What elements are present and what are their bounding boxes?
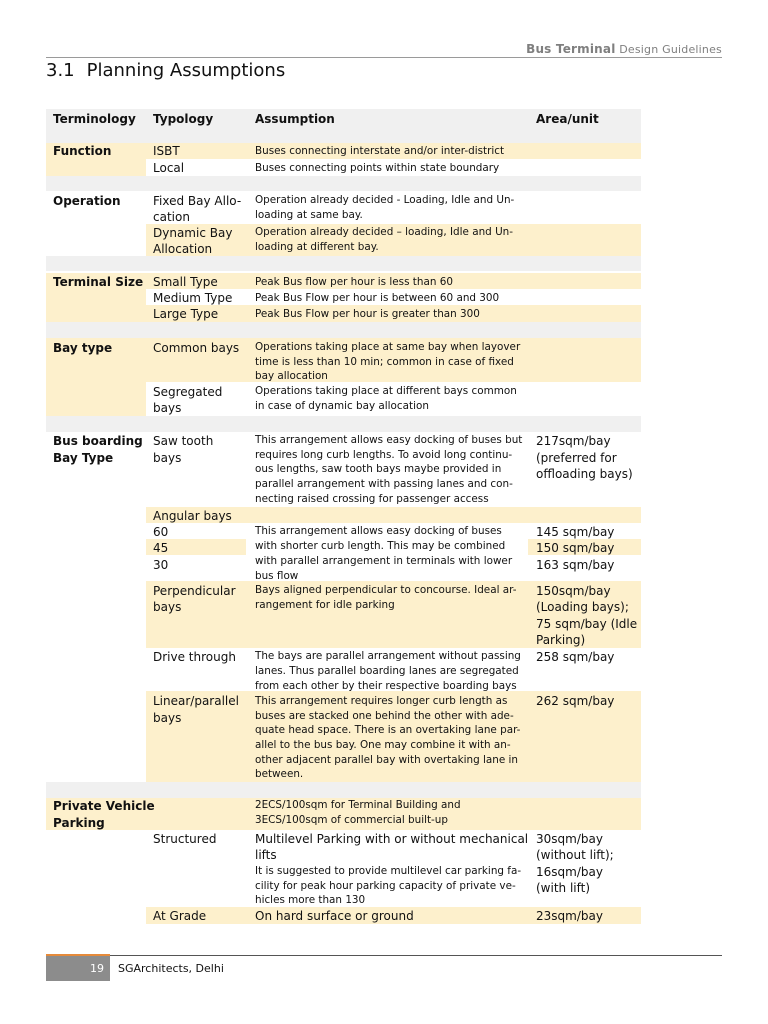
assumption-dynamic-2: loading at different bay. xyxy=(255,241,379,253)
row-bg xyxy=(46,382,146,416)
area-perpendicular-1: 150sqm/bay xyxy=(536,584,611,598)
assumption-private-1: 2ECS/100sqm for Terminal Building and xyxy=(255,799,461,811)
assumption-large: Peak Bus Flow per hour is greater than 300 xyxy=(255,308,480,320)
page-number-box xyxy=(46,956,110,981)
header-title: Bus Terminal xyxy=(526,42,616,56)
spacer-row xyxy=(46,416,641,432)
assumption-private-2: 3ECS/100sqm of commercial built-up xyxy=(255,814,448,826)
area-sawtooth-2: (preferred for xyxy=(536,451,617,465)
assumption-dynamic-1: Operation already decided – loading, Idle and Un- xyxy=(255,226,514,238)
typology-perpendicular-1: Perpendicular xyxy=(153,584,236,598)
area-drive-through: 258 sqm/bay xyxy=(536,650,615,664)
typology-fixed-1: Fixed Bay Allo- xyxy=(153,194,242,208)
typology-at-grade: At Grade xyxy=(153,909,207,923)
assumption-angular-2: with shorter curb length. This may be combined xyxy=(255,540,506,552)
assumption-linear-1: This arrangement requires longer curb length as xyxy=(255,695,508,707)
area-sawtooth-3: offloading bays) xyxy=(536,467,633,481)
typology-dynamic-1: Dynamic Bay xyxy=(153,226,233,240)
area-structured-1: 30sqm/bay xyxy=(536,832,603,846)
col-header-terminology: Terminology xyxy=(53,112,136,126)
typology-angular: Angular bays xyxy=(153,509,232,523)
assumption-common-2: time is less than 10 min; common in case of fixed xyxy=(255,356,514,368)
term-terminal-size: Terminal Size xyxy=(53,275,144,289)
term-bay-type: Bay type xyxy=(53,341,113,355)
assumption-angular-1: This arrangement allows easy docking of buses xyxy=(255,525,502,537)
assumption-segregated-1: Operations taking place at different bays common xyxy=(255,385,517,397)
typology-local: Local xyxy=(153,161,185,175)
assumption-linear-3: quate head space. There is an overtaking lane par- xyxy=(255,724,521,736)
typology-fixed-2: cation xyxy=(153,210,190,224)
assumption-fixed-1: Operation already decided - Loading, Idle and Un- xyxy=(255,194,515,206)
angle-30: 30 xyxy=(153,558,169,572)
area-angular-30: 163 sqm/bay xyxy=(536,558,615,572)
assumption-fixed-2: loading at same bay. xyxy=(255,209,363,221)
assumption-segregated-2: in case of dynamic bay allocation xyxy=(255,400,429,412)
assumption-structured-2: cility for peak hour parking capacity of private ve- xyxy=(255,880,516,892)
assumption-drive-2: lanes. Thus parallel boarding lanes are segregated xyxy=(255,665,519,677)
assumption-linear-2: buses are stacked one behind the other with ade- xyxy=(255,710,514,722)
term-boarding-1: Bus boarding xyxy=(53,434,143,448)
angle-60: 60 xyxy=(153,525,169,539)
typology-drive-through: Drive through xyxy=(153,650,236,664)
assumption-sawtooth-1: This arrangement allows easy docking of buses but xyxy=(255,434,523,446)
assumption-angular-4: bus flow xyxy=(255,570,299,582)
spacer-row xyxy=(46,176,641,191)
assumption-perpendicular-1: Bays aligned perpendicular to concourse. Ideal ar- xyxy=(255,584,517,596)
assumption-common-1: Operations taking place at same bay when layover xyxy=(255,341,521,353)
assumption-sawtooth-4: parallel arrangement with passing lanes and con- xyxy=(255,478,513,490)
area-angular-60: 145 sqm/bay xyxy=(536,525,615,539)
assumption-linear-4: allel to the bus bay. One may combine it with an- xyxy=(255,739,511,751)
assumption-at-grade: On hard surface or ground xyxy=(255,909,414,923)
assumption-linear-6: between. xyxy=(255,768,304,780)
assumption-local: Buses connecting points within state boundary xyxy=(255,162,500,174)
col-header-area: Area/unit xyxy=(536,112,599,126)
term-boarding-2: Bay Type xyxy=(53,451,114,465)
typology-dynamic-2: Allocation xyxy=(153,242,213,256)
area-structured-2: (without lift); xyxy=(536,848,614,862)
assumption-sawtooth-2: requires long curb lengths. To avoid long continu- xyxy=(255,449,513,461)
area-structured-3: 16sqm/bay xyxy=(536,865,603,879)
typology-structured: Structured xyxy=(153,832,217,846)
col-header-typology: Typology xyxy=(153,112,214,126)
typology-sawtooth-1: Saw tooth xyxy=(153,434,214,448)
assumption-structured-3: hicles more than 130 xyxy=(255,894,366,906)
footer-firm: SGArchitects, Delhi xyxy=(118,962,224,975)
page-number: 19 xyxy=(90,962,104,975)
row-bg xyxy=(46,159,146,176)
area-angular-45: 150 sqm/bay xyxy=(536,541,615,555)
section-heading: Planning Assumptions xyxy=(86,60,286,81)
term-function: Function xyxy=(53,144,112,158)
assumption-common-3: bay allocation xyxy=(255,370,328,382)
typology-sawtooth-2: bays xyxy=(153,451,182,465)
assumption-structured-head-1: Multilevel Parking with or without mechanical xyxy=(255,832,529,846)
assumption-linear-5: other adjacent parallel bay with overtaking lane in xyxy=(255,754,518,766)
area-perpendicular-4: Parking) xyxy=(536,633,586,647)
footer-rule xyxy=(46,955,722,956)
term-private-1: Private Vehicle xyxy=(53,799,155,813)
assumption-sawtooth-5: necting raised crossing for passenger access xyxy=(255,493,489,505)
typology-linear-2: bays xyxy=(153,711,182,725)
typology-segregated-2: bays xyxy=(153,401,182,415)
spacer-row xyxy=(46,322,641,338)
angle-45: 45 xyxy=(153,541,169,555)
area-at-grade: 23sqm/bay xyxy=(536,909,603,923)
area-sawtooth-1: 217sqm/bay xyxy=(536,434,611,448)
typology-perpendicular-2: bays xyxy=(153,600,182,614)
typology-common: Common bays xyxy=(153,341,240,355)
header-rule xyxy=(46,57,722,58)
assumption-medium: Peak Bus Flow per hour is between 60 and 300 xyxy=(255,292,500,304)
row-bg xyxy=(46,289,146,305)
typology-small: Small Type xyxy=(153,275,218,289)
col-header-assumption: Assumption xyxy=(255,112,335,126)
assumption-drive-1: The bays are parallel arrangement without passing xyxy=(255,650,521,662)
area-linear: 262 sqm/bay xyxy=(536,694,615,708)
section-title xyxy=(46,60,285,81)
area-perpendicular-3: 75 sqm/bay (Idle xyxy=(536,617,638,631)
assumption-perpendicular-2: rangement for idle parking xyxy=(255,599,395,611)
assumption-angular-3: with parallel arrangement in terminals with lower xyxy=(255,555,513,567)
typology-linear-1: Linear/parallel xyxy=(153,694,239,708)
assumption-drive-3: from each other by their respective boarding bays xyxy=(255,680,517,692)
assumption-sawtooth-3: ous lengths, saw tooth bays maybe provided in xyxy=(255,463,502,475)
assumption-structured-1: It is suggested to provide multilevel car parking fa- xyxy=(255,865,522,877)
section-number: 3.1 xyxy=(46,60,75,81)
typology-isbt: ISBT xyxy=(153,144,180,158)
area-structured-4: (with lift) xyxy=(536,881,591,895)
spacer-row xyxy=(46,782,641,798)
assumption-small: Peak Bus flow per hour is less than 60 xyxy=(255,276,453,288)
spacer-row xyxy=(46,256,641,271)
term-operation: Operation xyxy=(53,194,121,208)
area-perpendicular-2: (Loading bays); xyxy=(536,600,629,614)
assumption-structured-head-2: lifts xyxy=(255,848,277,862)
typology-segregated-1: Segregated xyxy=(153,385,223,399)
assumption-isbt: Buses connecting interstate and/or inter-district xyxy=(255,145,505,157)
typology-large: Large Type xyxy=(153,307,219,321)
header-subtitle: Design Guidelines xyxy=(615,43,722,56)
running-header xyxy=(526,42,722,56)
typology-medium: Medium Type xyxy=(153,291,233,305)
term-private-2: Parking xyxy=(53,816,105,830)
